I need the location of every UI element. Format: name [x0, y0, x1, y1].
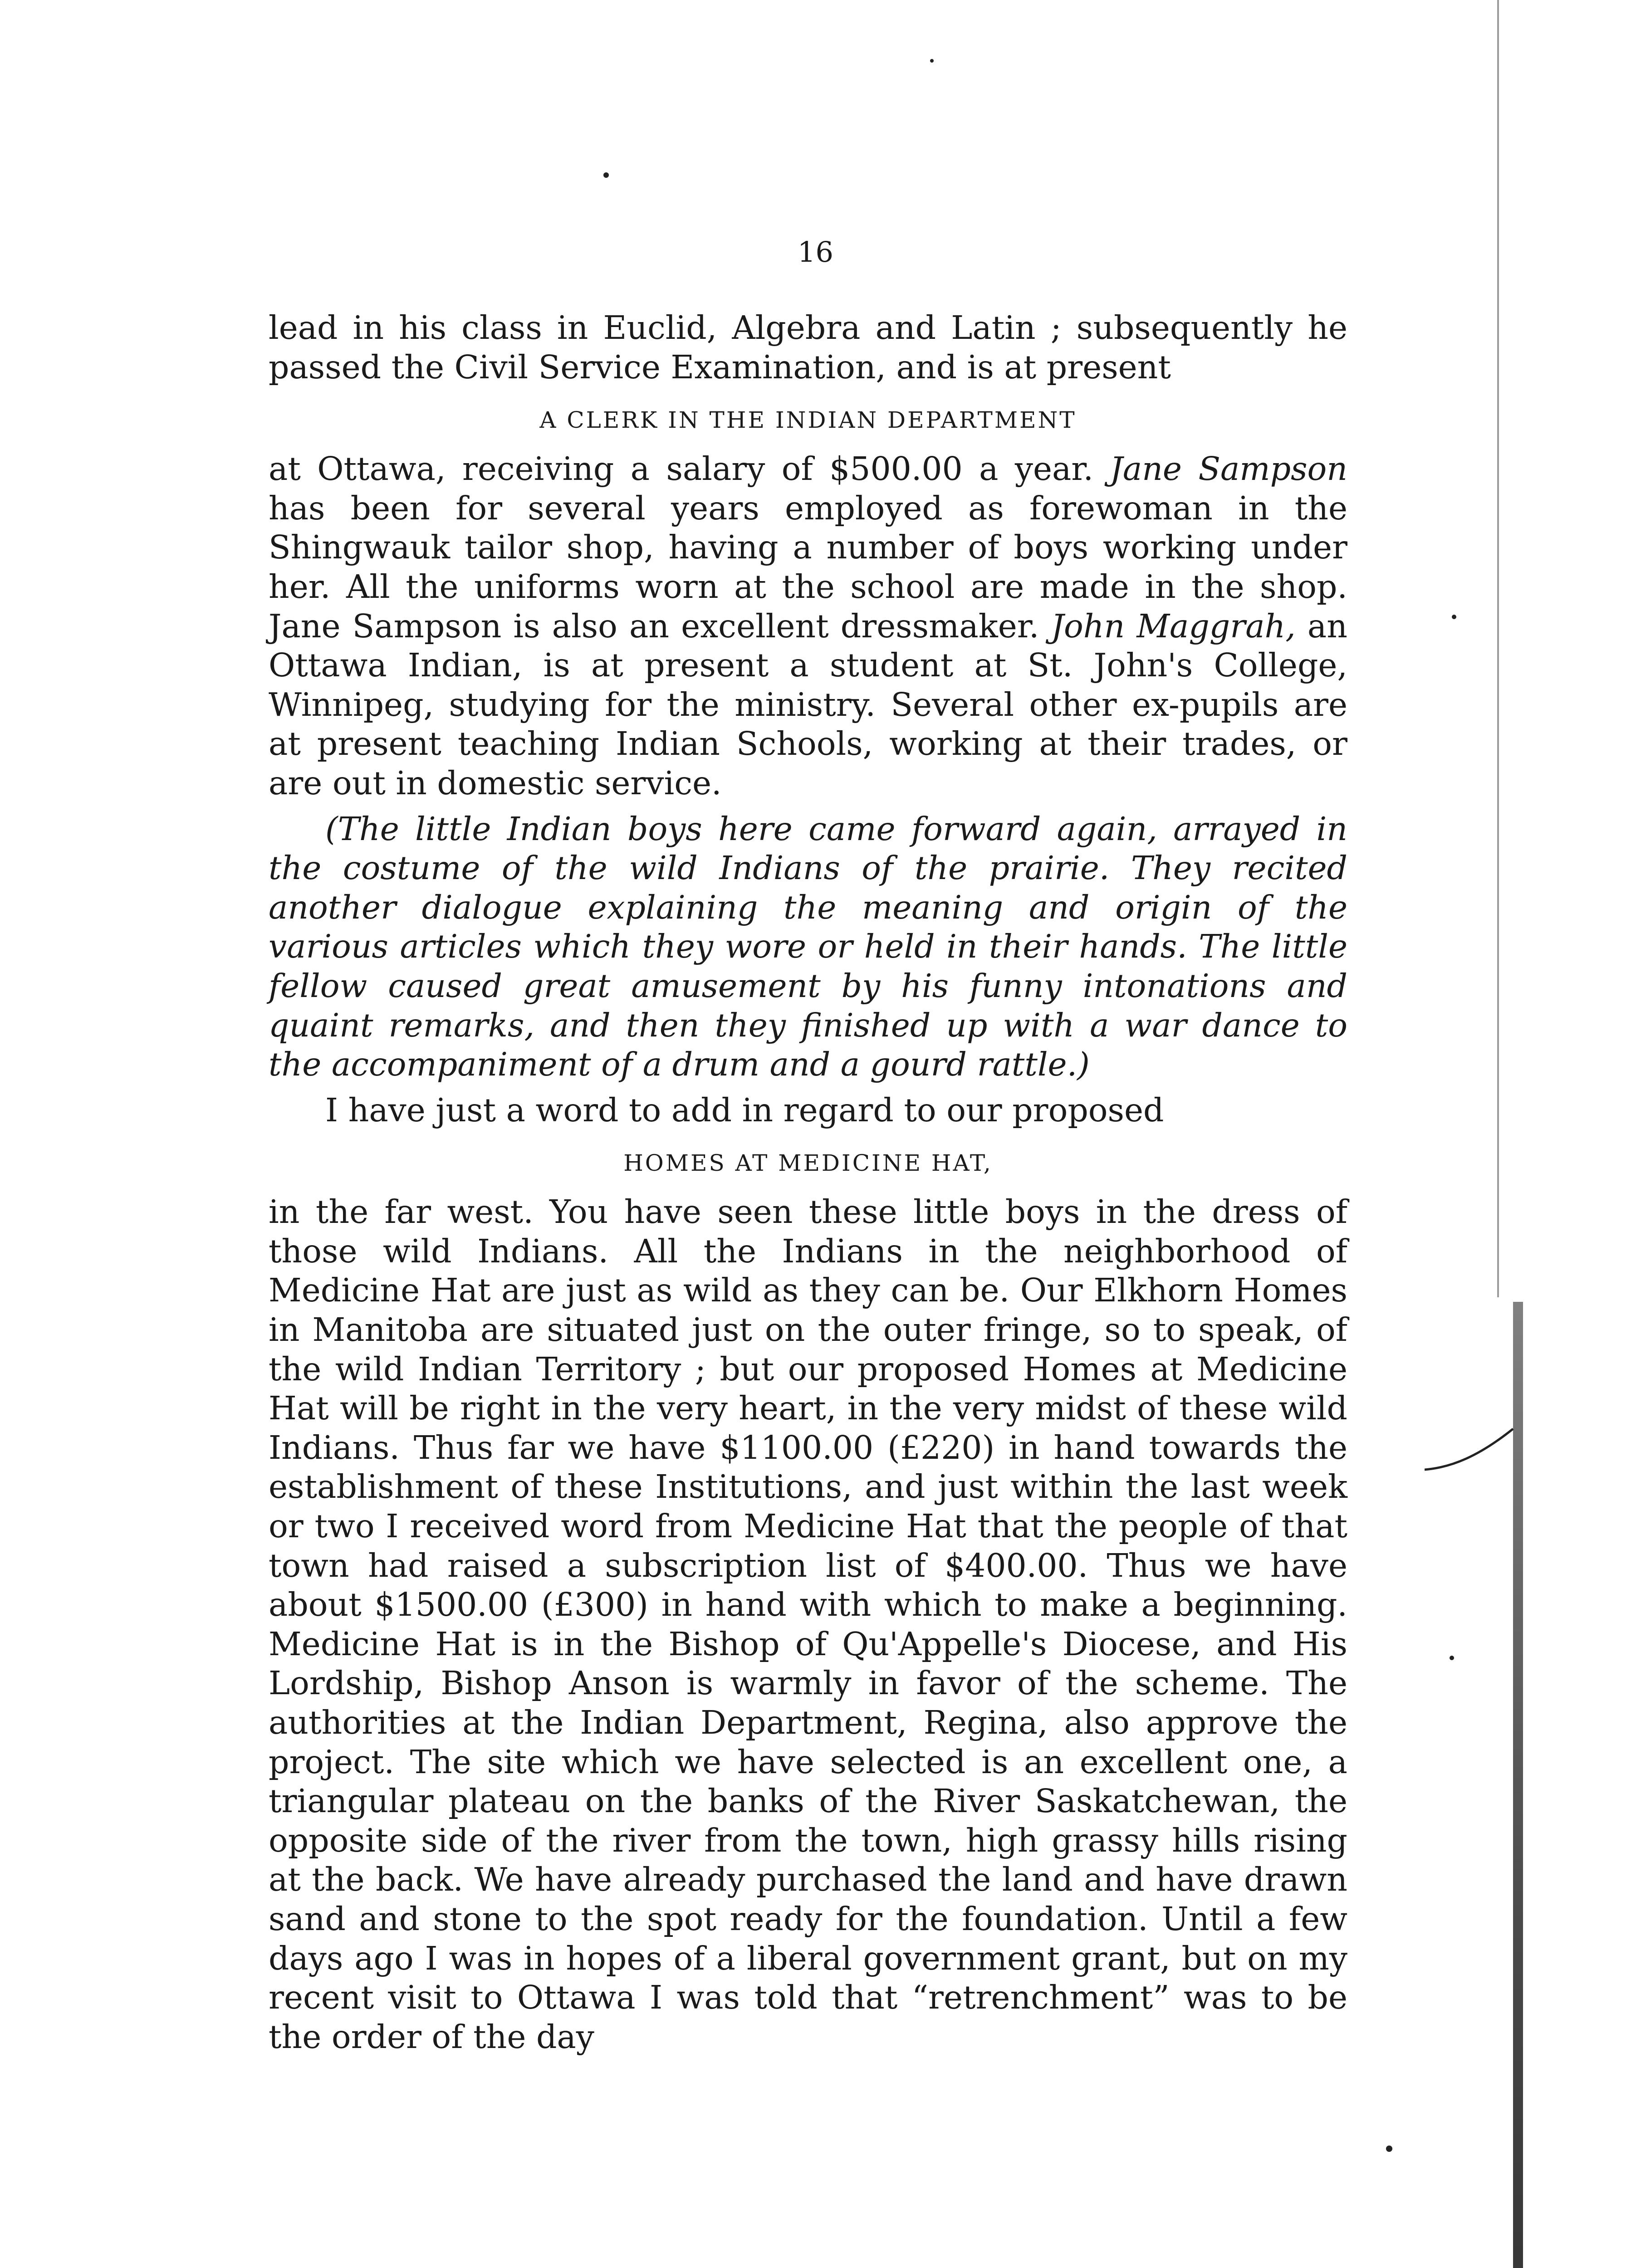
speck — [1450, 1656, 1454, 1660]
section-heading-clerk: A CLERK IN THE INDIAN DEPARTMENT — [539, 407, 1077, 434]
speck — [930, 59, 934, 63]
speck — [1386, 2146, 1392, 2152]
spacer — [269, 1085, 1347, 1091]
body-paragraph-proposed: I have just a word to add in regard to our proposed — [325, 1091, 1164, 1129]
body-paragraph-medicine-hat: in the far west. You have seen these little boys in the dress of those wild Indians. All the Indians in the neighborhood of Medicine Hat are just as wild as they can be. Our Elkhorn Homes in Manitoba are situated just on the outer fringe, so to speak, of the wild Indian Territory ; but our proposed Homes at Medicine Hat will be right in the very heart, in the very midst of these wild Indians. Thus far we have $1100.00 (£220) in hand towards the establishment of these Institutions, and just within the last week or two I received word from Medicine Hat that the people of that town had raised a subscription list of $400.00. Thus we have about $1500.00 (£300) in hand with which to make a beginning. Medicine Hat is in the Bishop of Qu'Appelle's Diocese, and His Lordship, Bishop Anson is warmly in favor of the scheme. The authorities at the Indian Department, Regina, also approve the project. The site which we have selected is an excellent one, a triangular plateau on the banks of the River Saskatchewan, the opposite side of the river from the town, high grassy hills rising at the back. We have already purchased the land and have drawn sand and stone to the spot ready for the foundation. Until a few days ago I was in hopes of a liberal government grant, but on my recent visit to Ottawa I was told that “retrenchment” was to be the order of the day — [269, 1193, 1347, 2056]
body-paragraph-sampson — [269, 450, 1347, 803]
name-jane-sampson: Jane Sampson — [1110, 450, 1347, 488]
scan-edge-line — [1497, 0, 1499, 1297]
page-body — [269, 308, 1347, 2057]
body-paragraph: lead in his class in Euclid, Algebra and Latin ; subsequently he passed the Civil Service Examination, and is at present — [269, 309, 1347, 386]
text-span: an Ottawa Indian, is at present a student at St. John's College, Winnipeg, studying for the ministry. Several other ex-pupils are at present teaching Indian Schools, working at their trades, or are out in domestic service. — [269, 607, 1347, 802]
pencil-mark — [1425, 1420, 1515, 1474]
text-span: has been for several years employed as forewoman in the Shingwauk tailor shop, having a number of boys working under her. All the uniforms worn at the school are made in the shop. Jane Sampson is also an excellent dressmaker. — [269, 489, 1347, 645]
speck — [1452, 615, 1456, 619]
spacer — [269, 803, 1347, 810]
name-john-maggrah: John Maggrah, — [1051, 607, 1296, 645]
section-heading-medicine-hat: HOMES AT MEDICINE HAT, — [623, 1150, 993, 1177]
text-span: at Ottawa, receiving a salary of $500.00 a year. — [269, 450, 1110, 488]
page-number: 16 — [798, 235, 833, 269]
stage-direction-paragraph: (The little Indian boys here came forward again, arrayed in the costume of the wild Indians of the prairie. They recited another dialogue explaining the meaning and origin of the various articles which they wore or held in their hands. The little fellow caused great amusement by his funny intonations and quaint remarks, and then they finished up with a war dance to the accompaniment of a drum and a gourd rattle.) — [269, 810, 1347, 1084]
speck — [603, 172, 609, 178]
